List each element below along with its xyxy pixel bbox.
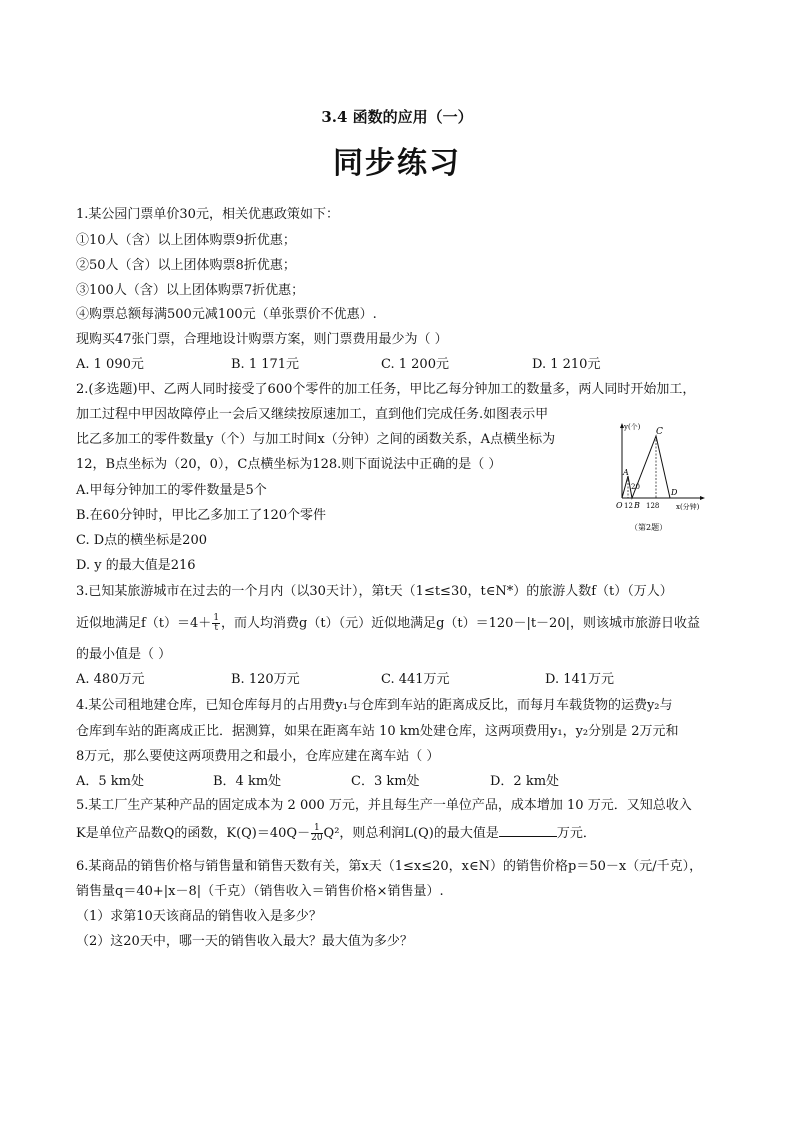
q1-rule-1: ①10人（含）以上团体购票9折优惠； — [76, 233, 296, 248]
q1-option-a: A. 1 090元 — [76, 357, 144, 372]
figure-caption: （第2题） — [630, 523, 668, 532]
q3-fraction — [212, 614, 220, 633]
q4-line-1: 4.某公司租地建仓库，已知仓库每月的占用费y₁与仓库到车站的距离成反比，而每月车载货物的运费y₂与 — [76, 698, 673, 713]
q5-line-2-pre: K是单位产品数Q的函数，K(Q)＝40Q－ — [76, 826, 311, 841]
q5-answer-blank[interactable] — [499, 824, 557, 837]
q1-ask: 现购买47张门票，合理地设计购票方案，则门票费用最少为（ ） — [76, 332, 448, 347]
q4-option-d: D．2 km处 — [490, 774, 560, 789]
figure-y-label: y(个) — [624, 423, 641, 431]
figure-tick-20: 20 — [631, 483, 640, 491]
q2-option-a: A.甲每分钟加工的零件数量是5个 — [76, 483, 267, 498]
q2-option-b: B.在60分钟时，甲比乙多加工了120个零件 — [76, 508, 327, 523]
q5-line-2 — [76, 824, 596, 843]
q2-option-c: C. D点的横坐标是200 — [76, 533, 207, 548]
q5-line-1: 5.某工厂生产某种产品的固定成本为 2 000 万元，并且每生产一单位产品，成本增加 10 万元．又知总收入 — [76, 798, 692, 813]
q3-line-2-post: ，而人均消费g（t）（元）近似地满足g（t）＝120－|t－20|，则该城市旅游日收益 — [221, 616, 700, 631]
q3-fraction-num: 1 — [213, 613, 220, 623]
q2-line-4: 12，B点坐标为（20，0），C点横坐标为128.则下面说法中正确的是（ ） — [76, 457, 502, 472]
q1-option-b: B. 1 171元 — [231, 357, 300, 372]
q2-line-3: 比乙多加工的零件数量y（个）与加工时间x（分钟）之间的函数关系，A点横坐标为 — [76, 432, 556, 447]
q3-option-d: D. 141万元 — [545, 672, 615, 687]
figure-point-c: C — [656, 427, 663, 437]
figure-tick-12: 12 — [624, 502, 633, 510]
q2-figure — [610, 418, 710, 534]
q1-rule-2: ②50人（含）以上团体购票8折优惠； — [76, 258, 296, 273]
q1-stem: 1.某公园门票单价30元，相关优惠政策如下： — [76, 207, 339, 222]
figure-x-label: x(分钟) — [676, 503, 700, 511]
q1-option-d: D. 1 210元 — [532, 357, 601, 372]
q5-line-2-post: 万元． — [556, 826, 596, 841]
page-title: 同步练习 — [333, 146, 461, 181]
q1-rule-3: ③100人（含）以上团体购票7折优惠； — [76, 283, 305, 298]
figure-point-a: A — [623, 468, 629, 477]
q1-option-c: C. 1 200元 — [381, 357, 449, 372]
q3-option-c: C. 441万元 — [381, 672, 450, 687]
q4-option-a: A．5 km处 — [76, 774, 144, 789]
figure-graph-line — [622, 436, 670, 498]
q3-line-3: 的最小值是（ ） — [76, 647, 172, 662]
q2-line-1: 2.(多选题)甲、乙两人同时接受了600个零件的加工任务，甲比乙每分钟加工的数量多，两人同时开始加工， — [76, 382, 696, 397]
q6-line-2: 销售量q＝40+|x－8|（千克）（销售收入＝销售价格×销售量）. — [76, 884, 444, 899]
q6-line-1: 6.某商品的销售价格与销售量和销售天数有关，第x天（1≤x≤20，x∈N）的销售价格p＝50－x（元/千克）， — [76, 859, 703, 874]
q5-fraction-num: 1 — [311, 824, 322, 834]
q4-option-b: B．4 km处 — [213, 774, 282, 789]
q4-option-c: C．3 km处 — [351, 774, 420, 789]
q5-fraction-den: 20 — [311, 833, 323, 843]
section-subtitle: 3.4 函数的应用（一） — [321, 108, 473, 126]
q2-option-d: D. y 的最大值是216 — [76, 558, 196, 573]
q3-line-2 — [76, 614, 700, 633]
figure-point-d: D — [671, 488, 678, 497]
q3-line-1: 3.已知某旅游城市在过去的一个月内（以30天计），第t天（1≤t≤30，t∈N*）的旅游人数f（t）（万人） — [76, 584, 673, 599]
q4-line-2: 仓库到车站的距离成正比．据测算，如果在距离车站 10 km处建仓库，这两项费用y₁，y₂分别是 2万元和 — [76, 724, 679, 739]
q6-sub-1: （1）求第10天该商品的销售收入是多少？ — [76, 909, 322, 924]
q3-option-b: B. 120万元 — [231, 672, 300, 687]
q3-fraction-den: t — [214, 623, 218, 633]
q1-rule-4: ④购票总额每满500元减100元（单张票价不优惠）. — [76, 307, 377, 322]
q2-line-2: 加工过程中甲因故障停止一会后又继续按原速加工，直到他们完成任务.如图表示甲 — [76, 407, 549, 422]
q5-line-2-mid: Q²，则总利润L(Q)的最大值是 — [323, 826, 499, 841]
q6-sub-2: （2）这20天中，哪一天的销售收入最大？最大值为多少？ — [76, 934, 413, 949]
figure-origin: O — [616, 501, 623, 510]
q4-line-3: 8万元，那么要使这两项费用之和最小，仓库应建在离车站（ ） — [76, 749, 440, 764]
figure-point-b: B — [634, 501, 640, 510]
q3-line-2-pre: 近似地满足f（t）＝4＋ — [76, 616, 212, 631]
q3-option-a: A. 480万元 — [76, 672, 145, 687]
figure-x-arrow — [700, 496, 705, 500]
q5-fraction — [311, 824, 322, 843]
figure-tick-128: 128 — [646, 502, 660, 510]
